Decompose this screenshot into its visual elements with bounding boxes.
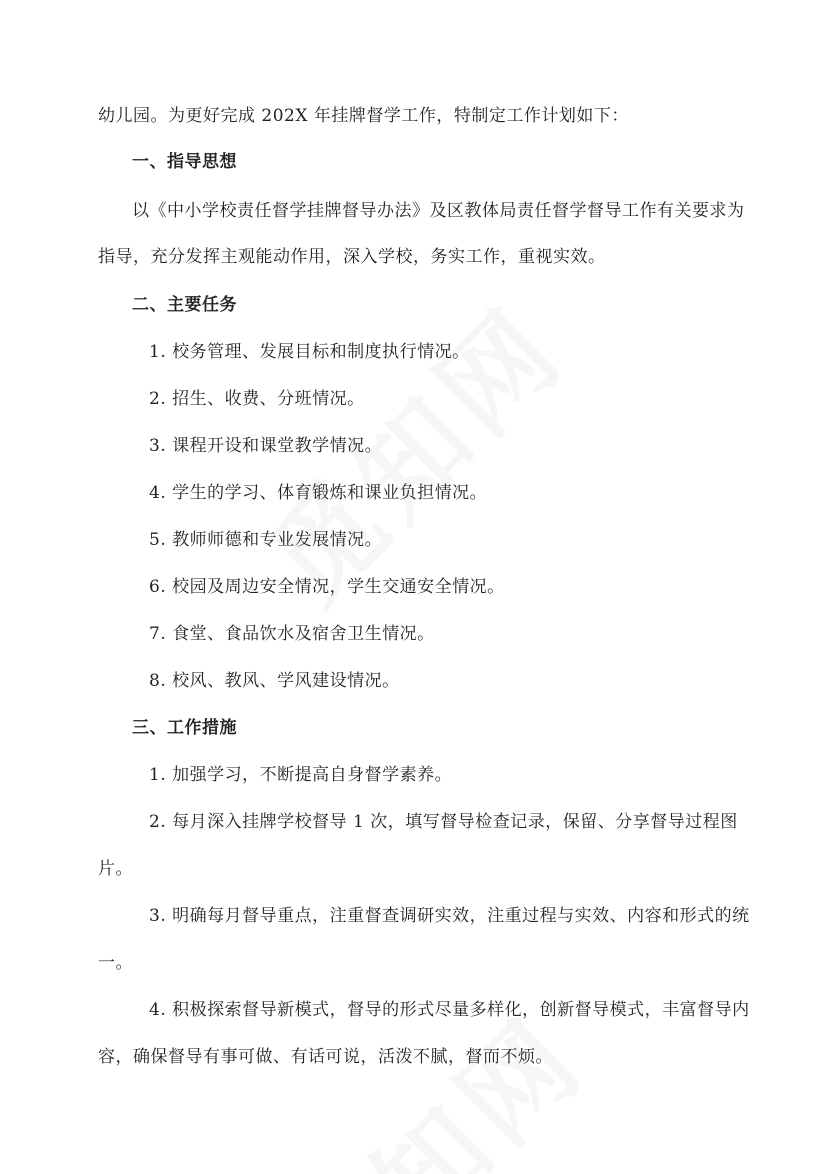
measure-item-4-line1: 4. 积极探索督导新模式，督导的形式尽量多样化，创新督导模式，丰富督导内: [149, 1000, 750, 1020]
task-item-3: 3. 课程开设和课堂教学情况。: [149, 436, 383, 456]
measure-item-2-line2: 片。: [98, 859, 133, 879]
section2-heading: 二、主要任务: [132, 295, 237, 315]
section3-heading: 三、工作措施: [132, 718, 237, 738]
intro-line: 幼儿园。为更好完成 202X 年挂牌督学工作，特制定工作计划如下：: [98, 106, 629, 126]
section1-paragraph-line2: 指导，充分发挥主观能动作用，深入学校，务实工作，重视实效。: [98, 247, 606, 267]
measure-item-4-line2: 容，确保督导有事可做、有话可说，活泼不腻，督而不烦。: [98, 1047, 553, 1067]
measure-item-2-line1: 2. 每月深入挂牌学校督导 1 次，填写督导检查记录，保留、分享督导过程图: [149, 812, 738, 832]
measure-item-3-line2: 一。: [98, 953, 133, 973]
task-item-2: 2. 招生、收费、分班情况。: [149, 389, 365, 409]
task-item-1: 1. 校务管理、发展目标和制度执行情况。: [149, 342, 470, 362]
task-item-6: 6. 校园及周边安全情况，学生交通安全情况。: [149, 577, 505, 597]
section1-heading: 一、指导思想: [132, 152, 237, 172]
measure-item-3-line1: 3. 明确每月督导重点，注重督查调研实效，注重过程与实效、内容和形式的统: [149, 906, 750, 926]
task-item-8: 8. 校风、教风、学风建设情况。: [149, 671, 400, 691]
measure-item-1: 1. 加强学习，不断提高自身督学素养。: [149, 765, 453, 785]
task-item-7: 7. 食堂、食品饮水及宿舍卫生情况。: [149, 624, 435, 644]
section1-paragraph-line1: 以《中小学校责任督学挂牌督导办法》及区教体局责任督学督导工作有关要求为: [132, 201, 745, 221]
task-item-5: 5. 教师师德和专业发展情况。: [149, 530, 383, 550]
task-item-4: 4. 学生的学习、体育锻炼和课业负担情况。: [149, 483, 488, 503]
